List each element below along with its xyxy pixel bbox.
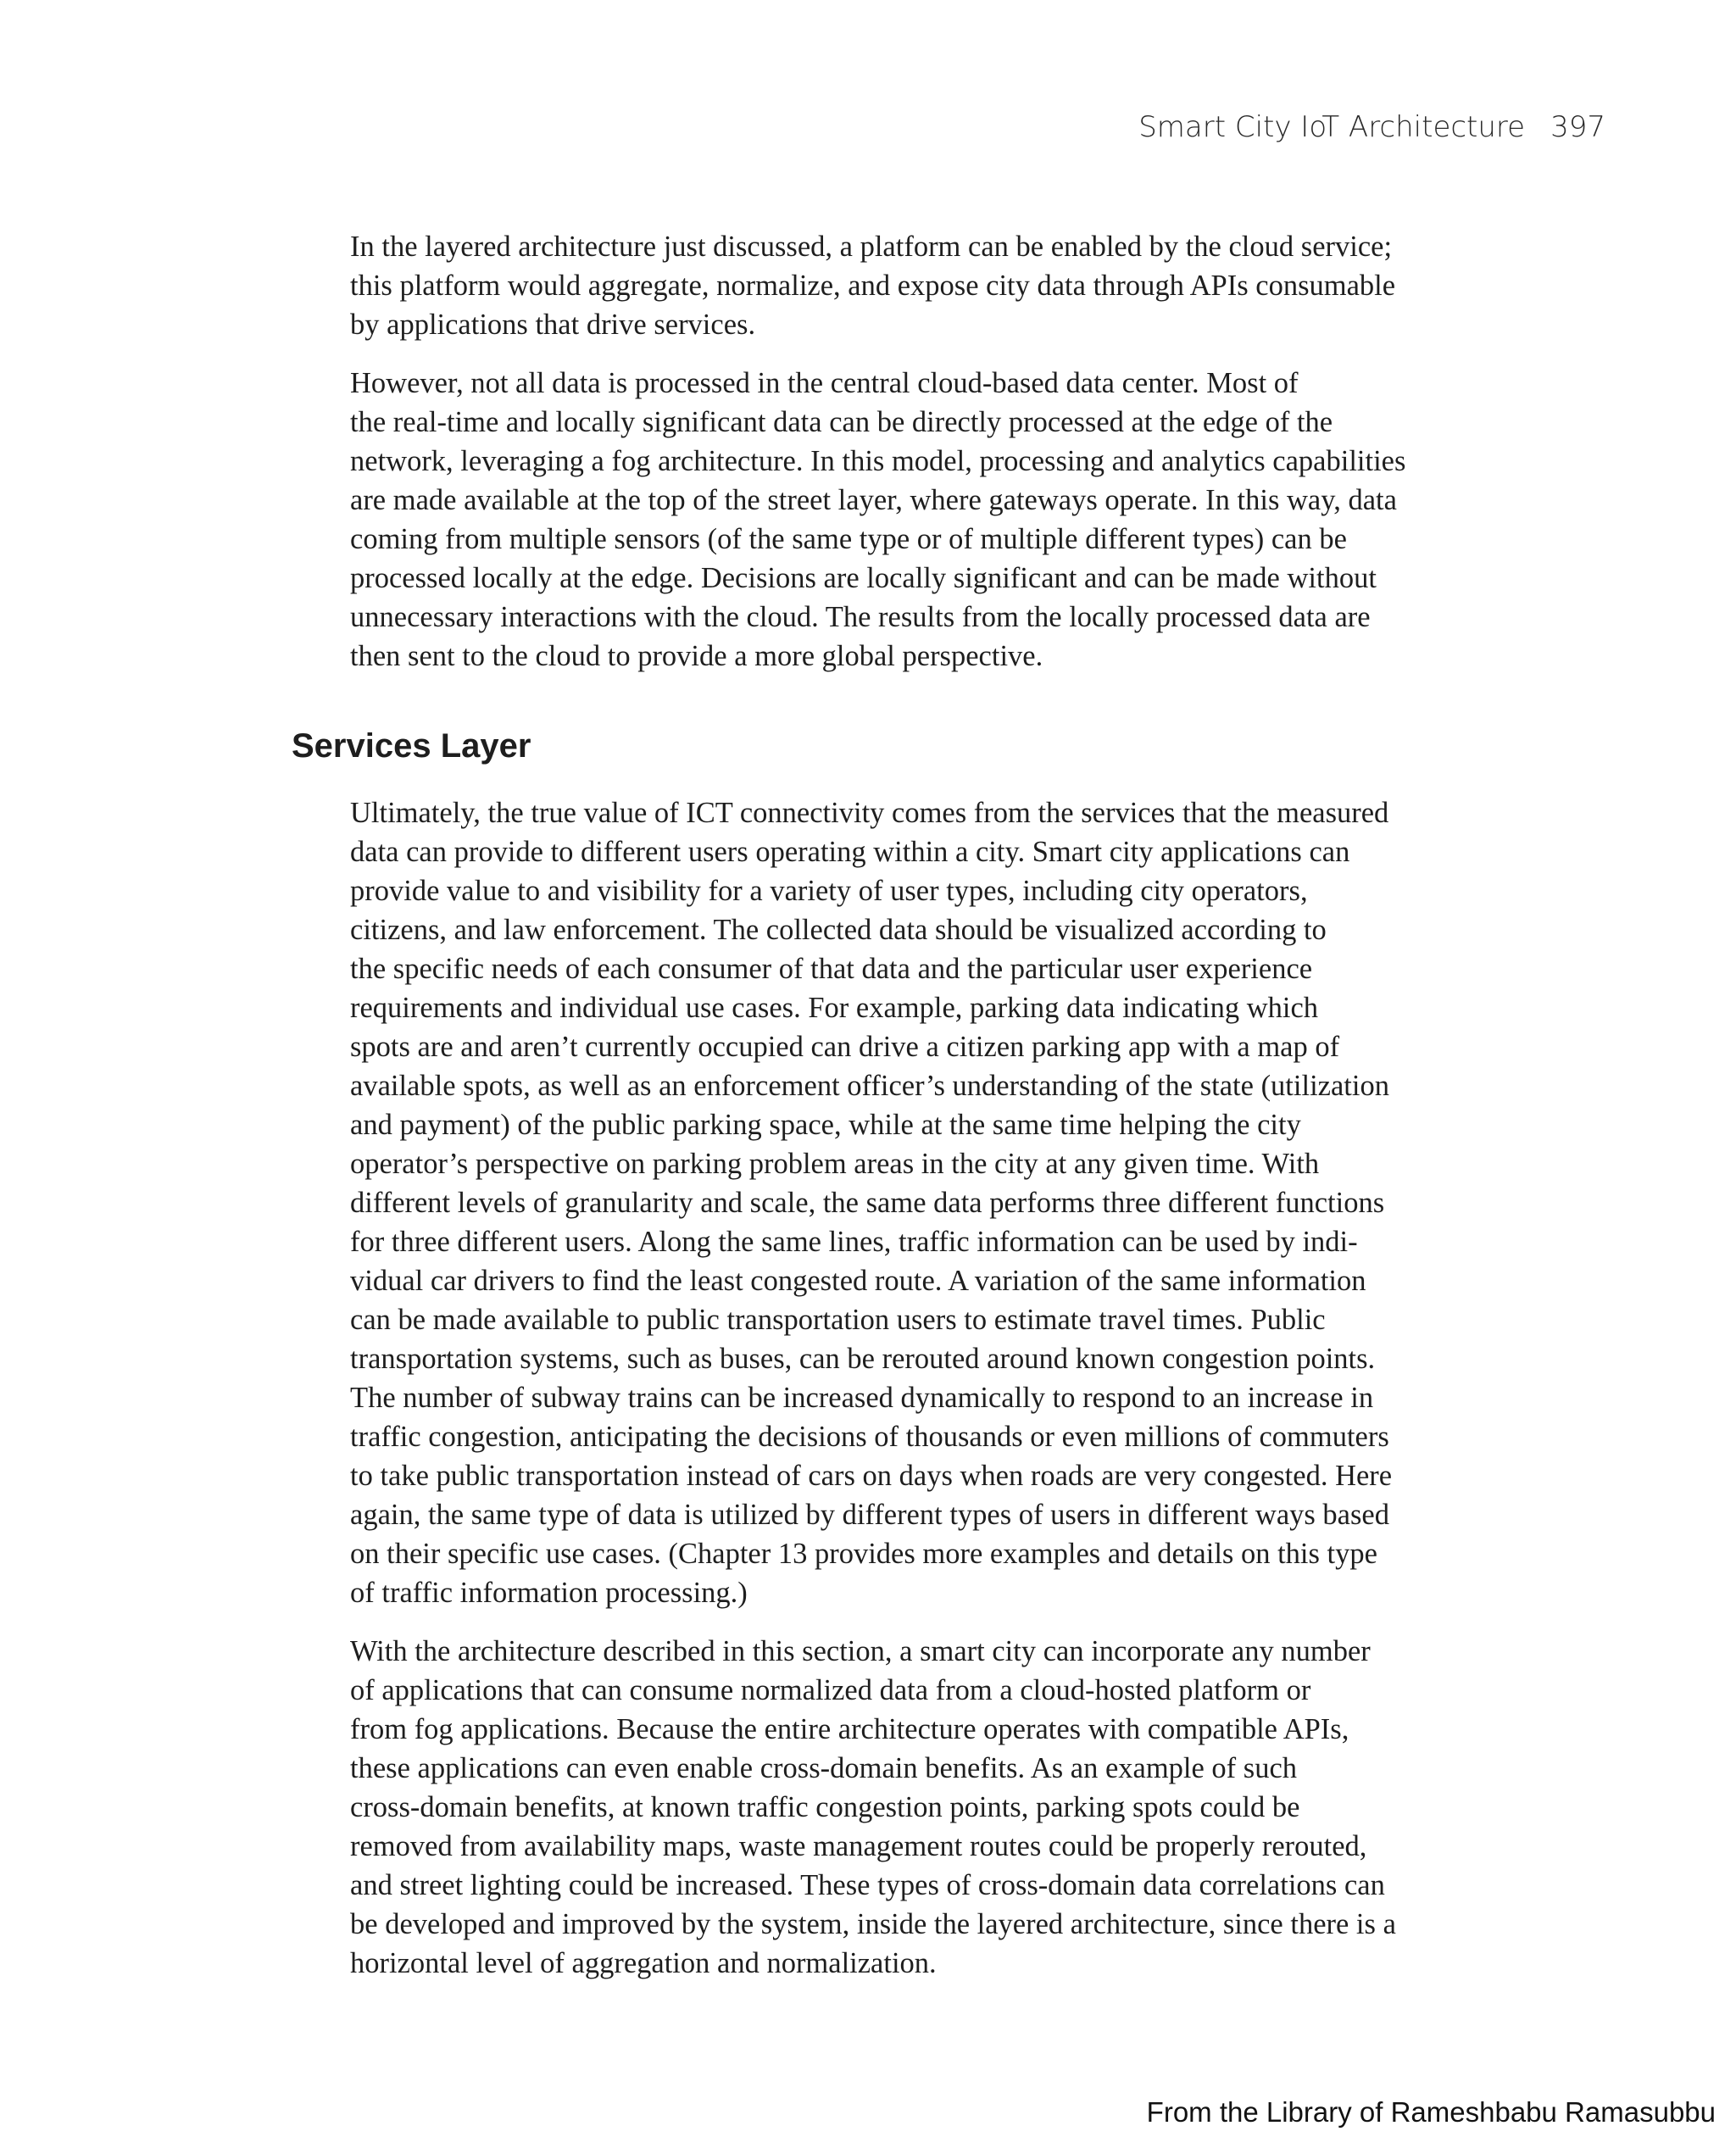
paragraph-line: Ultimately, the true value of ICT connectivity comes from the services that the measured [350, 797, 1389, 829]
paragraph-line: With the architecture described in this section, a smart city can incorporate any number [350, 1635, 1371, 1667]
paragraph-line: coming from multiple sensors (of the same type or of multiple different types) can be [350, 523, 1347, 555]
paragraph-line: provide value to and visibility for a variety of user types, including city operators, [350, 875, 1308, 907]
paragraph-fog-processing [350, 364, 1494, 676]
paragraph-cross-domain [350, 1632, 1494, 1983]
paragraph-line: then sent to the cloud to provide a more global perspective. [350, 640, 1043, 672]
paragraph-line: unnecessary interactions with the cloud. The results from the locally processed data are [350, 601, 1371, 633]
paragraph-line: processed locally at the edge. Decisions are locally significant and can be made without [350, 562, 1377, 594]
paragraph-line: from fog applications. Because the entire architecture operates with compatible APIs, [350, 1713, 1349, 1745]
paragraph-line: different levels of granularity and scale, the same data performs three different functions [350, 1187, 1385, 1219]
paragraph-line: citizens, and law enforcement. The collected data should be visualized according to [350, 914, 1327, 946]
paragraph-line: available spots, as well as an enforcement officer’s understanding of the state (utilization [350, 1070, 1389, 1102]
paragraph-line: spots are and aren’t currently occupied can drive a citizen parking app with a map of [350, 1031, 1340, 1063]
paragraph-line: these applications can even enable cross-domain benefits. As an example of such [350, 1752, 1298, 1784]
chapter-title: Smart City IoT Architecture [1138, 110, 1526, 144]
paragraph-line: However, not all data is processed in the central cloud-based data center. Most of [350, 367, 1299, 399]
paragraph-line: vidual car drivers to find the least congested route. A variation of the same information [350, 1265, 1366, 1297]
paragraph-line: In the layered architecture just discussed, a platform can be enabled by the cloud service; [350, 231, 1393, 263]
paragraph-line: transportation systems, such as buses, can be rerouted around known congestion points. [350, 1343, 1376, 1375]
paragraph-line: by applications that drive services. [350, 309, 756, 341]
paragraph-line: can be made available to public transportation users to estimate travel times. Public [350, 1304, 1326, 1336]
page-number: 397 [1550, 110, 1605, 144]
paragraph-line: and payment) of the public parking space, while at the same time helping the city [350, 1109, 1301, 1141]
paragraph-platform-intro [350, 227, 1494, 344]
paragraph-line: for three different users. Along the same lines, traffic information can be used by indi- [350, 1226, 1358, 1258]
paragraph-line: on their specific use cases. (Chapter 13 provides more examples and details on this type [350, 1538, 1377, 1570]
running-header [1138, 110, 1605, 144]
paragraph-line: traffic congestion, anticipating the decisions of thousands or even millions of commuters [350, 1421, 1389, 1453]
paragraph-line: horizontal level of aggregation and normalization. [350, 1947, 937, 1979]
paragraph-line: of applications that can consume normalized data from a cloud-hosted platform or [350, 1674, 1311, 1706]
paragraph-line: again, the same type of data is utilized by different types of users in different ways based [350, 1499, 1389, 1531]
paragraph-line: the specific needs of each consumer of that data and the particular user experience [350, 953, 1313, 985]
paragraph-line: to take public transportation instead of cars on days when roads are very congested. Here [350, 1460, 1393, 1492]
section-heading: Services Layer [292, 727, 531, 765]
paragraph-line: requirements and individual use cases. For example, parking data indicating which [350, 992, 1319, 1024]
paragraph-line: The number of subway trains can be increased dynamically to respond to an increase in [350, 1382, 1374, 1414]
paragraph-line: and street lighting could be increased. These types of cross-domain data correlations can [350, 1869, 1385, 1901]
paragraph-line: removed from availability maps, waste management routes could be properly rerouted, [350, 1830, 1367, 1862]
paragraph-line: cross-domain benefits, at known traffic congestion points, parking spots could be [350, 1791, 1300, 1823]
paragraph-line: operator’s perspective on parking problem areas in the city at any given time. With [350, 1148, 1320, 1180]
paragraph-line: be developed and improved by the system, inside the layered architecture, since there is a [350, 1908, 1396, 1940]
paragraph-line: data can provide to different users operating within a city. Smart city applications can [350, 836, 1350, 868]
paragraph-line: of traffic information processing.) [350, 1577, 748, 1609]
paragraph-line: the real-time and locally significant data can be directly processed at the edge of the [350, 406, 1333, 438]
paragraph-line: this platform would aggregate, normalize, and expose city data through APIs consumable [350, 270, 1396, 302]
paragraph-services-value [350, 793, 1494, 1612]
library-credit: From the Library of Rameshbabu Ramasubbu [1146, 2096, 1716, 2128]
paragraph-line: are made available at the top of the street layer, where gateways operate. In this way, data [350, 484, 1397, 516]
paragraph-line: network, leveraging a fog architecture. In this model, processing and analytics capabilities [350, 445, 1406, 477]
